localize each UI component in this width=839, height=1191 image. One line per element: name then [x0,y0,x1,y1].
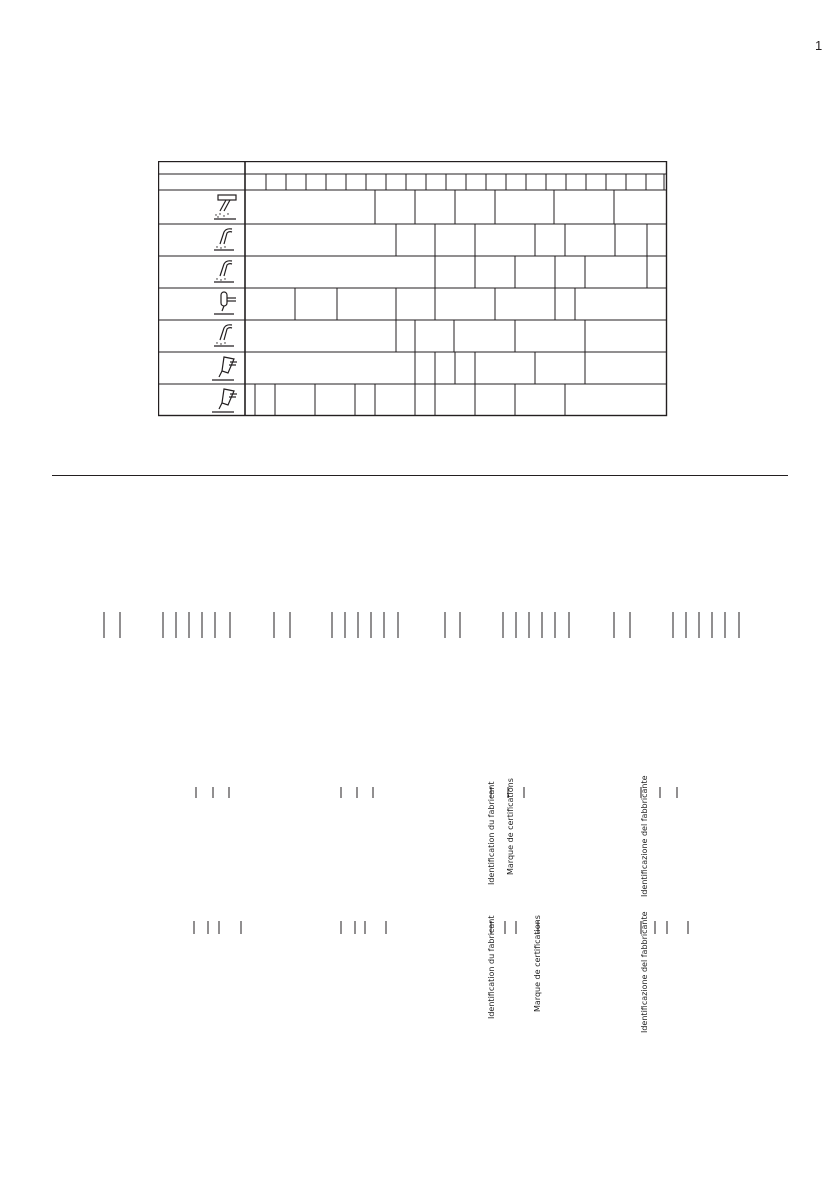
label-fr-certification-bottom: Marque de certifications [533,915,542,1012]
label-fr-manufacturer-bottom: Identification du fabricant [487,915,496,1019]
label-it-manufacturer-bottom: Identificazione del fabbricante [640,911,649,1033]
tig-torch-icon [206,193,240,223]
page-number: 1 [815,38,823,53]
mig-mag-torch-icon [206,258,240,286]
label-fr-certification-top: Marque de certifications [506,778,515,875]
tick-row-low [0,921,839,935]
mma-electrode-icon [206,290,240,318]
plasma-cutting-torch-icon [206,353,240,383]
mig-mag-torch-icon [206,226,240,254]
tick-row-mid [0,787,839,799]
label-fr-manufacturer-top: Identification du fabricant [487,781,496,885]
section-divider [52,475,788,476]
plasma-cutting-torch-icon [206,385,240,415]
tick-row-top [0,612,839,640]
label-it-manufacturer-top: Identificazione del fabbricante [640,775,649,897]
mig-mag-torch-icon [206,322,240,350]
